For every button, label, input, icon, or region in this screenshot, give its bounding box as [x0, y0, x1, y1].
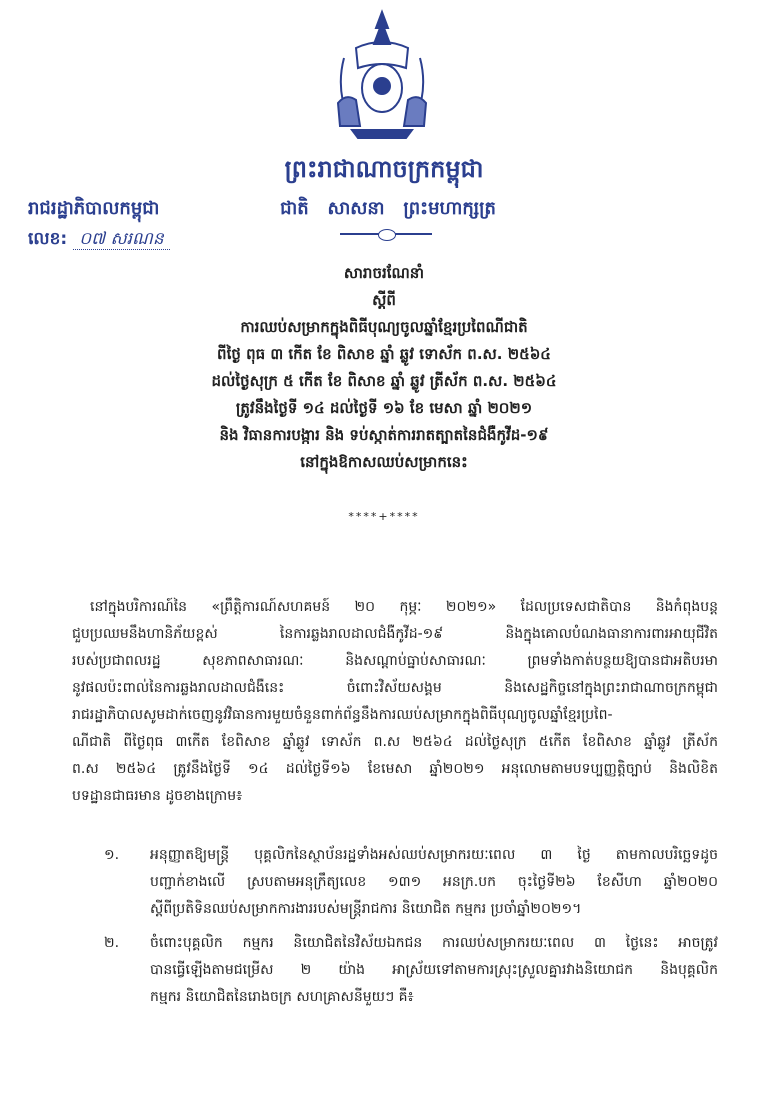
item-line: បញ្ជាក់ខាងលើ ស្របតាមអនុក្រឹត្យលេខ ១៣១ អនក្រ.បក ចុះថ្ងៃទី២៦ ខែសីហា ឆ្នាំ២០២០	[150, 874, 718, 890]
body-line: នូវផលប៉ះពាល់នៃការឆ្លងរាលដាលជំងឺនេះ ចំពោះវិស័យសង្គម និងសេដ្ឋកិច្ចនៅក្នុងព្រះរាជាណាចក្រកម្ពុជា	[72, 680, 718, 696]
national-motto: ជាតិ សាសនា ព្រះមហាក្សត្រ	[280, 198, 496, 219]
item-line: កម្មករ និយោជិតនៃរោងចក្រ សហគ្រាសនីមួយៗ គឺ៖	[150, 989, 414, 1005]
body-line: ណីជាតិ ពីថ្ងៃពុធ ៣កើត ខែពិសាខ ឆ្នាំឆ្លូវ ទោស័ក ព.ស ២៥៦៤ ដល់ថ្ងៃសុក្រ ៥កើត ខែពិសាខ ឆ្នាំឆ្លូវ ត្រីស័ក	[72, 734, 718, 750]
title-line: ដល់ថ្ងៃសុក្រ ៥ កើត ខែ ពិសាខ ឆ្នាំ ឆ្លូវ ត្រីស័ក ព.ស. ២៥៦៤	[211, 372, 557, 390]
item-line: ចំពោះបុគ្គលិក កម្មករ និយោជិតនៃវិស័យឯកជន ការឈប់សម្រាករយៈពេល ៣ ថ្ងៃនេះ អាចត្រូវ	[150, 935, 718, 951]
title-line: ពីថ្ងៃ ពុធ ៣ កើត ខែ ពិសាខ ឆ្នាំ ឆ្លូវ ទោស័ក ព.ស. ២៥៦៤	[217, 345, 551, 363]
item-line: អនុញ្ញាតឱ្យមន្ត្រី បុគ្គលិកនៃស្ថាប័នរដ្ឋទាំងអស់ឈប់សម្រាករយៈពេល ៣ ថ្ងៃ តាមកាលបរិច្ឆេទដូច	[150, 847, 718, 863]
title-line: ស្តីពី	[372, 291, 396, 309]
separator-stars: ****+****	[348, 510, 420, 523]
kingdom-title: ព្រះរាជាណាចក្រកម្ពុជា	[284, 155, 484, 183]
title-line: ត្រូវនឹងថ្ងៃទី ១៤ ដល់ថ្ងៃទី ១៦ ខែ មេសា ឆ្នាំ ២០២១	[235, 399, 533, 417]
body-line: បទដ្ឋានជាធរមាន ដូចខាងក្រោម៖	[72, 788, 243, 804]
item-line: បានធ្វើឡើងតាមជម្រើស ២ យ៉ាង អាស្រ័យទៅតាមការស្រុះស្រួលគ្នារវាងនិយោជក និងបុគ្គលិក	[150, 962, 718, 978]
body-line: របស់ប្រជាពលរដ្ឋ សុខភាពសាធារណៈ និងសណ្តាប់ធ្នាប់សាធារណៈ ព្រមទាំងកាត់បន្ថយឱ្យបានជាអតិបរមា	[72, 653, 718, 669]
document-type: សារាចរណែនាំ	[343, 264, 425, 282]
title-line: ការឈប់សម្រាកក្នុងពិធីបុណ្យចូលឆ្នាំខ្មែរប្រពៃណីជាតិ	[240, 318, 528, 336]
body-line: រាជរដ្ឋាភិបាលសូមដាក់ចេញនូវវិធានការមួយចំនួនពាក់ព័ន្ធនឹងការឈប់សម្រាកក្នុងពិធីបុណ្យចូលឆ្នាំខ្មែរប្រពៃ-	[72, 707, 613, 723]
item-number: ២.	[104, 935, 120, 951]
reference-number	[28, 228, 170, 253]
item-number: ១.	[104, 847, 120, 863]
body-line: នៅក្នុងបរិការណ៍នៃ «ព្រឹត្តិការណ៍សហគមន៍ ២០ កុម្ភៈ ២០២១» ដែលប្រទេសជាតិបាន និងកំពុងបន្ត	[90, 599, 718, 615]
number-label: លេខ:	[28, 229, 68, 249]
title-line: និង វិធានការបង្ការ និង ទប់ស្កាត់ការរាតត្បាតនៃជំងឺកូវីដ-១៩	[219, 426, 549, 444]
royal-emblem-icon	[326, 8, 438, 143]
body-line: ព.ស ២៥៦៤ ត្រូវនឹងថ្ងៃទី ១៤ ដល់ថ្ងៃទី១៦ ខែមេសា ឆ្នាំ២០២១ អនុលោមតាមបទប្បញ្ញត្តិច្បាប់ និងលិខិត	[72, 761, 718, 777]
item-line: ស្តីពីប្រតិទិនឈប់សម្រាកការងាររបស់មន្ត្រីរាជការ និយោជិត កម្មករ ប្រចាំឆ្នាំ២០២១។	[150, 901, 582, 917]
body-line: ជួបប្រឈមនឹងហានិភ័យខ្ពស់ នៃការឆ្លងរាលដាលជំងឺកូវីដ-១៩ និងក្នុងគោលបំណងធានាការពារអាយុជីវិត	[72, 626, 718, 642]
title-line: នៅក្នុងឱកាសឈប់សម្រាកនេះ	[300, 453, 468, 471]
ornament-center	[378, 229, 396, 241]
government-name: រាជរដ្ឋាភិបាលកម្ពុជា	[28, 198, 160, 219]
number-value: ០៧ សរណន	[73, 229, 170, 250]
